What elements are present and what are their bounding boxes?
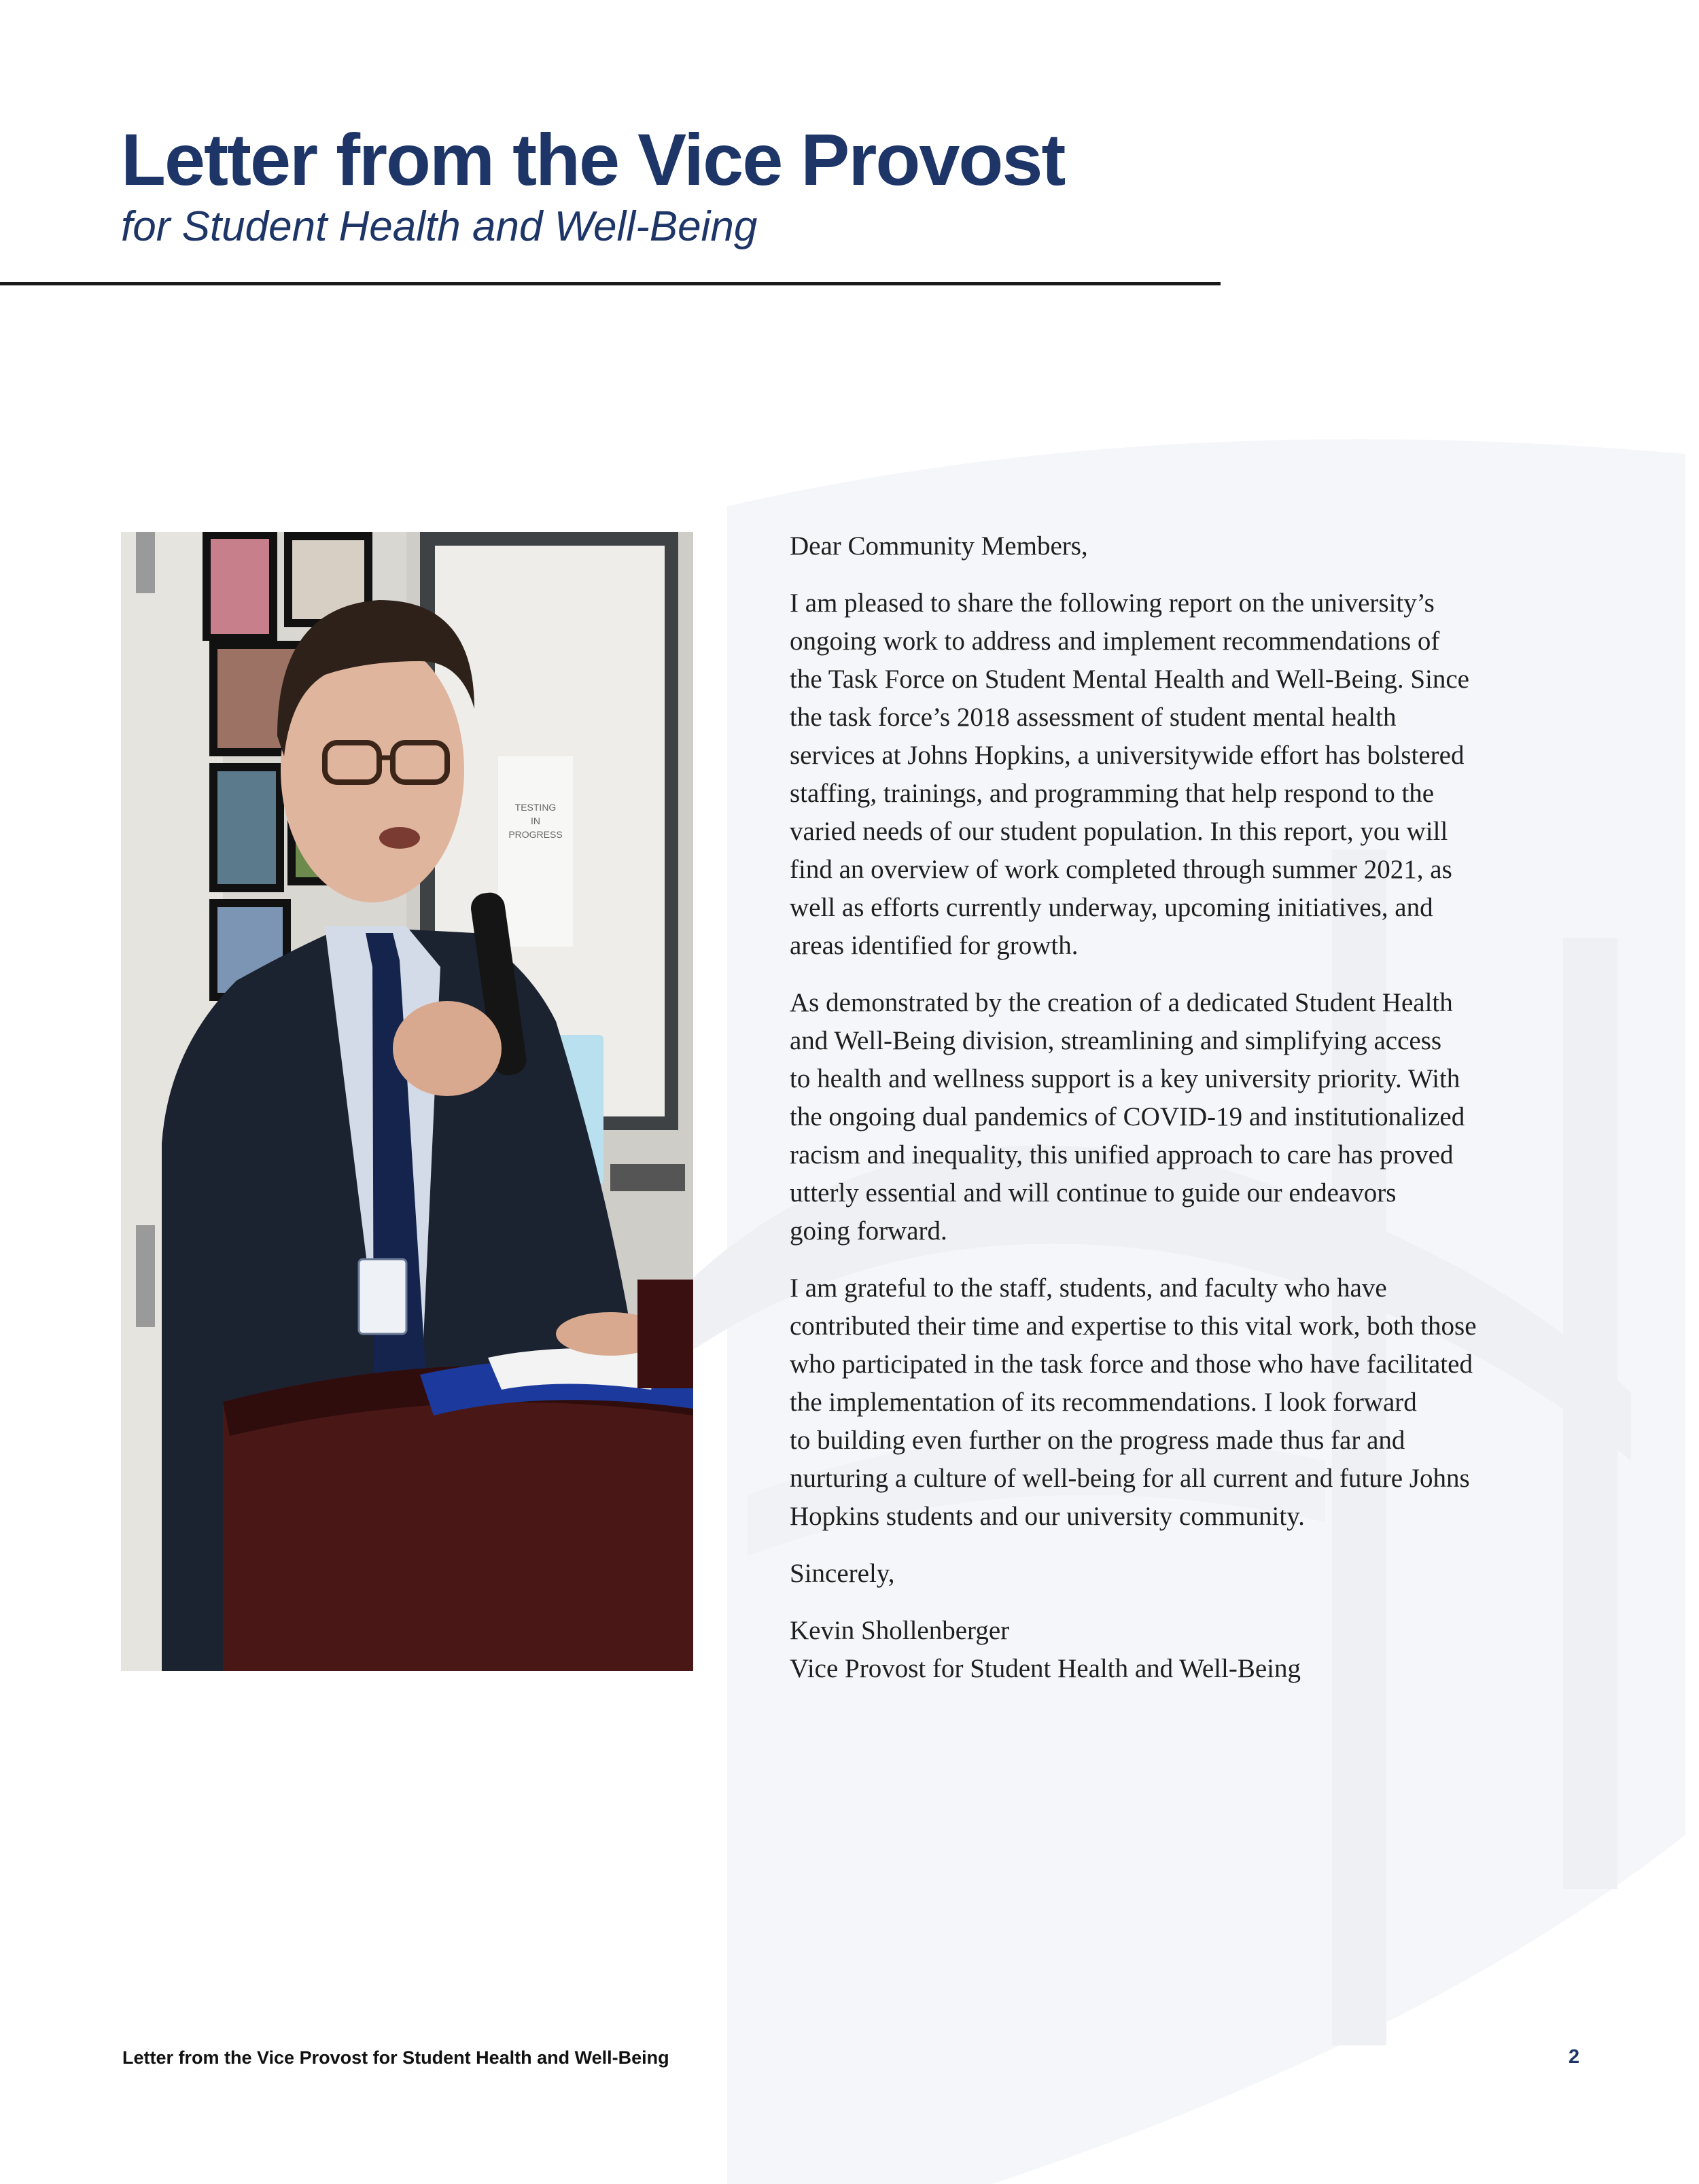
page-title: Letter from the Vice Provost: [121, 118, 1065, 200]
letter-closing: Sincerely,: [790, 1559, 895, 1588]
page-subtitle: for Student Health and Well-Being: [121, 202, 758, 250]
sign-line-2: IN: [531, 815, 540, 826]
signer-name: Kevin Shollenberger: [790, 1616, 1010, 1645]
header-divider: [0, 282, 1221, 285]
letter-paragraph-2: As demonstrated by the creation of a dedicated Student Health and Well-Being division, streamlining and simplifying access to health and wellness support is a key university priority. With the ongoing dual pandemics of COVID-19 and institutionalized racism and inequality, this unified approach to care has proved utterly essential and will continue to guide our endeavors going forward.: [790, 988, 1465, 1246]
footer-running-title: Letter from the Vice Provost for Student Health and Well-Being: [122, 2047, 669, 2068]
letter-body: [790, 527, 1592, 1688]
sign-line-3: PROGRESS: [508, 829, 563, 840]
speaker-photo: [121, 532, 693, 1671]
letter-paragraph-3: I am grateful to the staff, students, and faculty who have contributed their time and expertise to this vital work, both those who participated in the task force and those who have facilitated the implementation of its recommendations. I look forward to building even further on the progress made thus far and nurturing a culture of well-being for all current and future Johns Hopkins students and our university community.: [790, 1273, 1477, 1531]
page-number: 2: [1569, 2046, 1580, 2068]
letter-paragraph-1: I am pleased to share the following report on the university’s ongoing work to address and implement recommendations of the Task Force on Student Mental Health and Well-Being. Since the task force’s 2018 assessment of student mental health services at Johns Hopkins, a universitywide effort has bolstered staffing, trainings, and programming that help respond to the varied needs of our student population. In this report, you will find an overview of work completed through summer 2021, as well as efforts currently underway, upcoming initiatives, and areas identified for growth.: [790, 588, 1469, 960]
signer-title: Vice Provost for Student Health and Well-Being: [790, 1654, 1301, 1683]
signature-block: [790, 1612, 1592, 1688]
sign-line-1: TESTING: [514, 802, 557, 813]
letter-salutation: Dear Community Members,: [790, 531, 1088, 561]
page-header: [121, 120, 1064, 252]
